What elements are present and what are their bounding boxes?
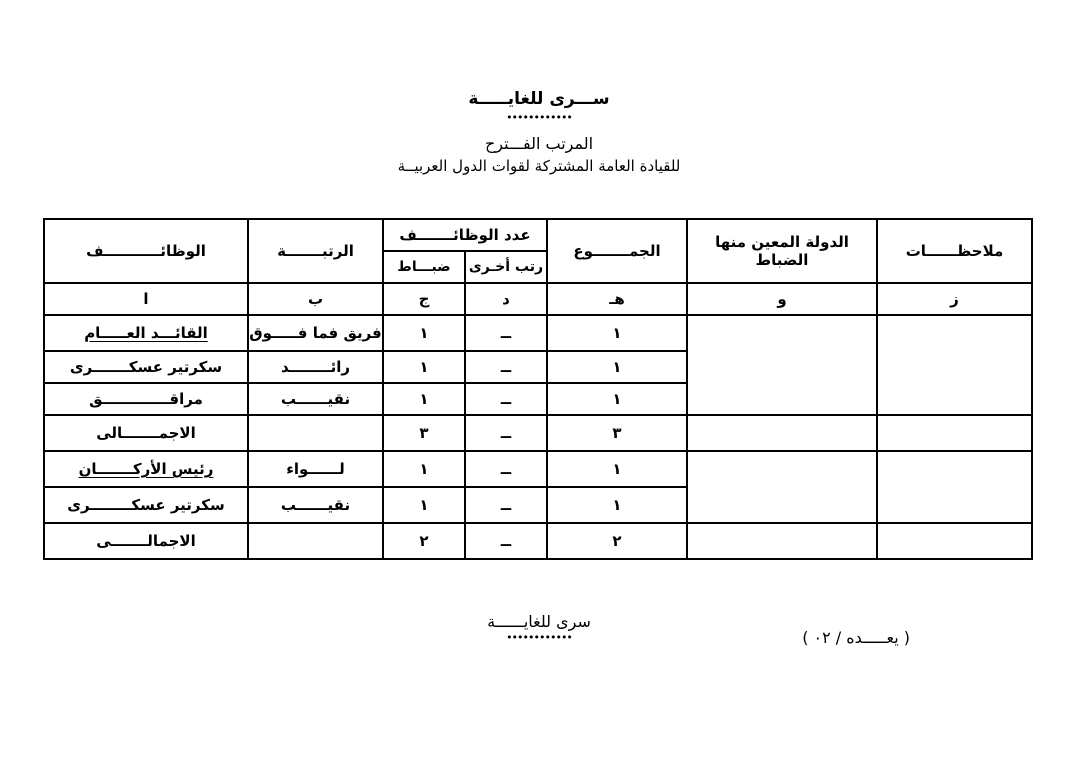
table-row [44,451,1032,487]
cell-notes [877,451,1032,523]
cell-other-ranks: ــ [465,487,547,523]
cell-officers: ٣ [383,415,465,451]
table-subtotal-row [44,415,1032,451]
cell-other-ranks: ــ [465,523,547,559]
header-other-ranks: رتب أخـرى [464,252,546,282]
cell-officers: ٢ [383,523,465,559]
header-state: الدولة المعين منها الضباط [687,219,877,283]
post-label: القائـــد العـــــام [84,324,208,342]
cell-officers: ١ [383,451,465,487]
cell-post: الاجمـــــــالى [44,415,248,451]
letter-other-ranks: د [465,283,547,315]
cell-rank: نقيــــــب [248,487,383,523]
cell-state [687,451,877,523]
cell-post [44,451,248,487]
cell-rank: لــــــواء [248,451,383,487]
document-header [0,0,1078,175]
cell-officers: ١ [383,383,465,415]
header-posts-count [383,219,547,283]
cell-rank [248,523,383,559]
letter-total: هـ [547,283,687,315]
cell-other-ranks: ــ [465,351,547,383]
cell-rank [248,415,383,451]
cell-rank: نقيــــــب [248,383,383,415]
header-officers: ضبـــاط [397,259,451,275]
cell-total: ١ [547,315,687,351]
cell-other-ranks: ــ [465,383,547,415]
cell-notes [877,523,1032,559]
cell-notes [877,415,1032,451]
cell-total: ٣ [547,415,687,451]
classification-bottom: سرى للغايــــــة [487,612,591,631]
cell-officers: ١ [383,315,465,351]
cell-post: سكرتير عسكـــــــرى [44,351,248,383]
posts-table-wrapper [45,218,1033,560]
cell-post [44,315,248,351]
column-letter-row [44,283,1032,315]
document-title: المرتب الفـــترح [484,133,594,153]
header-post: الوظائـــــــــــف [44,219,248,283]
footer-page-note: ( يعـــــده / ٠٢ ) [802,628,910,647]
cell-officers: ١ [383,351,465,383]
letter-state: و [687,283,877,315]
cell-total: ٢ [547,523,687,559]
table-subtotal-row [44,523,1032,559]
letter-notes: ز [877,283,1032,315]
cell-other-ranks: ــ [465,415,547,451]
cell-post: الاجمالـــــــى [44,523,248,559]
cell-rank: رائــــــــد [248,351,383,383]
cell-state [687,415,877,451]
document-footer [0,612,1078,644]
posts-table [43,218,1033,560]
cell-other-ranks: ــ [465,315,547,351]
cell-notes [877,315,1032,415]
cell-total: ١ [547,351,687,383]
cell-other-ranks: ــ [465,451,547,487]
cell-total: ١ [547,383,687,415]
cell-state [687,315,877,415]
cell-post: مراقـــــــــــــق [44,383,248,415]
squiggle-underline-top: •••••••••••• [506,110,572,124]
document-subtitle: للقيادة العامة المشتركة لقوات الدول العربيــة [397,156,681,175]
header-rank: الرتبـــــــة [248,219,383,283]
cell-total: ١ [547,487,687,523]
header-notes: ملاحظــــــات [877,219,1032,283]
cell-officers: ١ [383,487,465,523]
table-header-row [44,219,1032,283]
header-posts-count-label: عدد الوظائـــــــف [384,220,546,252]
cell-total: ١ [547,451,687,487]
letter-officers: ج [383,283,465,315]
letter-post: ا [44,283,248,315]
table-row [44,315,1032,351]
classification-top: ســـرى للغايـــــة [468,89,610,109]
header-total: الجمـــــــوع [547,219,687,283]
cell-post: سكرتير عسكــــــــرى [44,487,248,523]
cell-state [687,523,877,559]
post-label: رئيس الأركـــــــان [78,460,214,478]
letter-rank: ب [248,283,383,315]
squiggle-underline-bottom: •••••••••••• [506,631,572,644]
cell-rank: فريق فما فـــــوق [248,315,383,351]
